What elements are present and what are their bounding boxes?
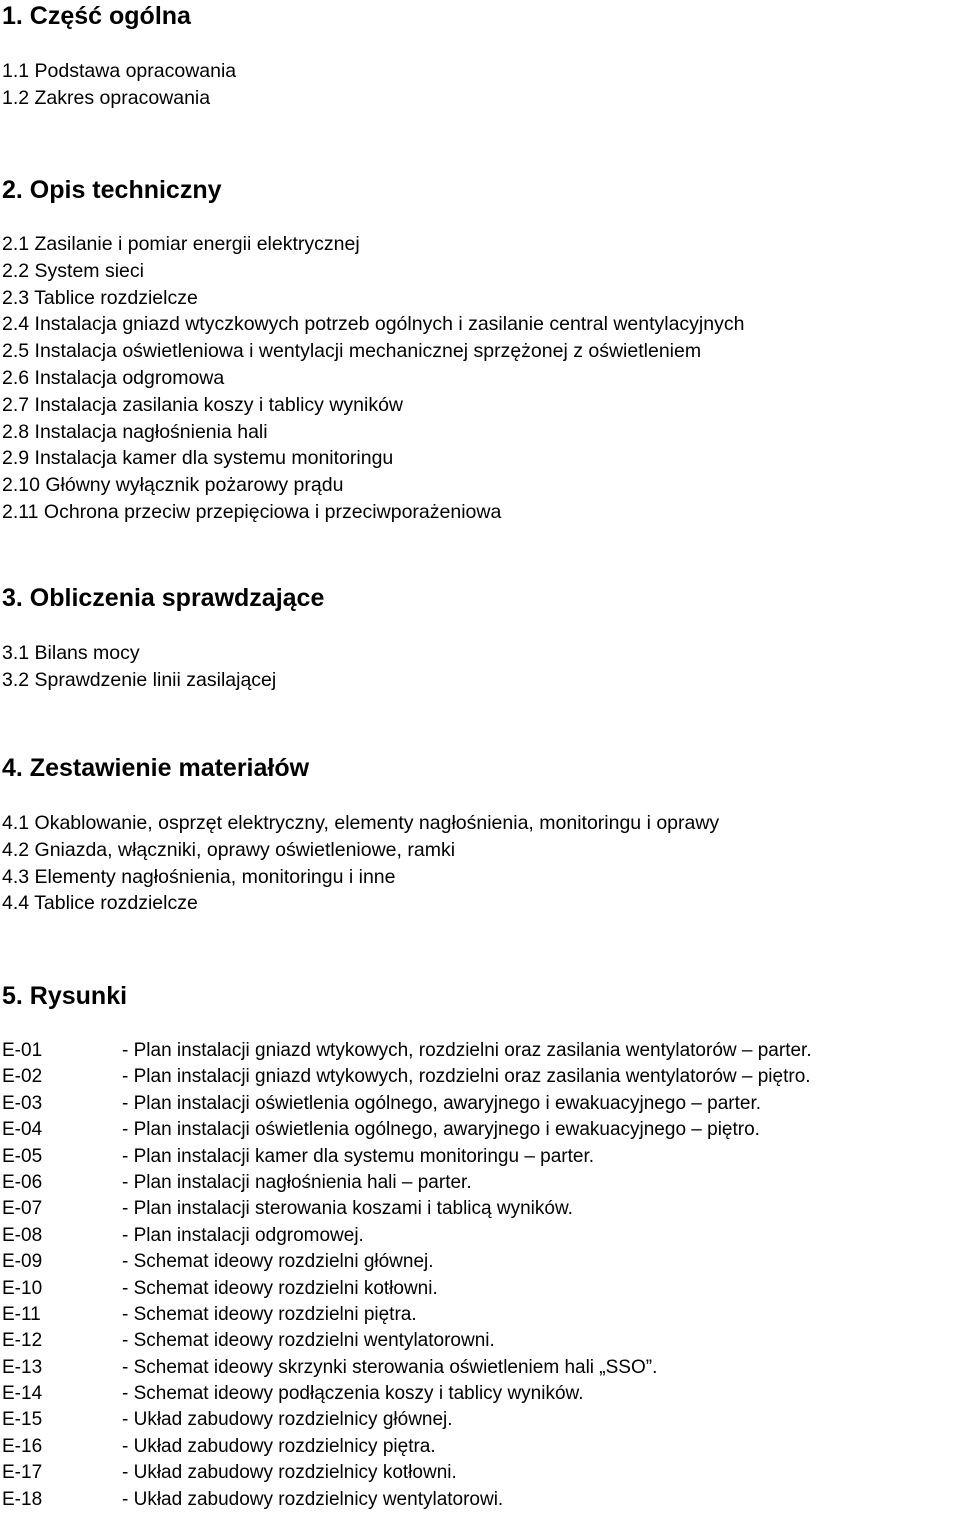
list-item: 2.9 Instalacja kamer dla systemu monitoringu	[2, 447, 394, 470]
list-item: 2.1 Zasilanie i pomiar energii elektrycznej	[2, 233, 360, 255]
drawing-code: E-17	[2, 1462, 43, 1484]
drawing-row	[2, 1249, 958, 1275]
list-item: 2.7 Instalacja zasilania koszy i tablicy wyników	[2, 393, 404, 416]
drawing-code: E-01	[2, 1040, 43, 1061]
drawing-row	[2, 1460, 958, 1486]
list-item: 4.1 Okablowanie, osprzęt elektryczny, elementy nagłośnienia, monitoringu i oprawy	[2, 812, 720, 834]
drawing-row	[2, 1223, 958, 1249]
drawing-row	[2, 1064, 958, 1090]
drawing-row	[2, 1038, 958, 1064]
drawing-description: - Schemat ideowy podłączenia koszy i tablicy wyników.	[122, 1383, 584, 1405]
list-item: 2.8 Instalacja nagłośnienia hali	[2, 420, 268, 443]
section-3-heading: 3. Obliczenia sprawdzające	[2, 584, 325, 612]
drawing-description: - Układ zabudowy rozdzielnicy głównej.	[122, 1409, 453, 1431]
drawing-description: - Schemat ideowy rozdzielni piętra.	[122, 1303, 417, 1325]
list-item: 3.2 Sprawdzenie linii zasilającej	[2, 668, 277, 691]
drawing-code: E-10	[2, 1277, 43, 1299]
list-item: 4.3 Elementy nagłośnienia, monitoringu i inne	[2, 865, 396, 888]
drawing-code: E-11	[2, 1303, 41, 1325]
drawing-row	[2, 1407, 958, 1433]
drawing-code: E-13	[2, 1356, 43, 1378]
drawing-code: E-15	[2, 1409, 43, 1431]
drawing-description: - Schemat ideowy rozdzielni wentylatorowni.	[122, 1330, 495, 1352]
list-item: 4.2 Gniazda, włączniki, oprawy oświetleniowe, ramki	[2, 838, 456, 861]
drawing-code: E-02	[2, 1066, 43, 1088]
drawing-row	[2, 1434, 958, 1460]
drawing-description: - Plan instalacji sterowania koszami i tablicą wyników.	[122, 1198, 573, 1220]
drawings-list	[2, 1038, 958, 1513]
section-4-list	[2, 810, 719, 917]
drawing-row	[2, 1091, 958, 1117]
drawing-code: E-09	[2, 1251, 43, 1273]
drawing-code: E-03	[2, 1092, 43, 1114]
drawing-code: E-16	[2, 1435, 43, 1457]
drawing-code: E-14	[2, 1383, 43, 1405]
drawing-description: - Plan instalacji kamer dla systemu monitoringu – parter.	[122, 1145, 595, 1167]
drawing-row	[2, 1355, 958, 1381]
section-4-heading: 4. Zestawienie materiałów	[2, 754, 310, 782]
drawing-description: - Schemat ideowy rozdzielni głównej.	[122, 1251, 434, 1273]
list-item: 2.10 Główny wyłącznik pożarowy prądu	[2, 474, 344, 497]
drawing-row	[2, 1487, 958, 1513]
section-2-heading: 2. Opis techniczny	[2, 176, 222, 204]
drawing-description: - Plan instalacji oświetlenia ogólnego, awaryjnego i ewakuacyjnego – parter.	[122, 1092, 761, 1114]
drawing-code: E-05	[2, 1145, 43, 1167]
drawing-description: - Plan instalacji oświetlenia ogólnego, awaryjnego i ewakuacyjnego – piętro.	[122, 1119, 760, 1141]
list-item: 2.2 System sieci	[2, 259, 144, 282]
list-item: 4.4 Tablice rozdzielcze	[2, 892, 198, 915]
drawing-row	[2, 1117, 958, 1143]
drawing-description: - Schemat ideowy rozdzielni kotłowni.	[122, 1277, 438, 1299]
drawing-description: - Schemat ideowy skrzynki sterowania oświetleniem hali „SSO”.	[122, 1356, 658, 1378]
section-5-heading: 5. Rysunki	[2, 982, 128, 1010]
list-item: 3.1 Bilans mocy	[2, 642, 140, 664]
drawing-code: E-04	[2, 1119, 43, 1141]
list-item: 2.3 Tablice rozdzielcze	[2, 286, 198, 309]
list-item: 2.5 Instalacja oświetleniowa i wentylacji mechanicznej sprzężonej z oświetleniem	[2, 340, 702, 363]
section-1-list	[2, 58, 236, 112]
drawing-description: - Plan instalacji gniazd wtykowych, rozdzielni oraz zasilania wentylatorów – parter.	[122, 1040, 812, 1061]
drawing-row	[2, 1196, 958, 1222]
drawing-code: E-06	[2, 1171, 43, 1193]
drawing-code: E-18	[2, 1488, 43, 1510]
drawing-row	[2, 1144, 958, 1170]
drawing-row	[2, 1276, 958, 1302]
drawing-code: E-08	[2, 1224, 43, 1246]
list-item: 2.4 Instalacja gniazd wtyczkowych potrzeb ogólnych i zasilanie central wentylacyjnych	[2, 313, 745, 336]
drawing-description: - Układ zabudowy rozdzielnicy kotłowni.	[122, 1462, 457, 1484]
list-item: 2.11 Ochrona przeciw przepięciowa i przeciwporażeniowa	[2, 500, 502, 523]
section-1-heading: 1. Część ogólna	[2, 2, 191, 30]
list-item: 1.2 Zakres opracowania	[2, 86, 211, 109]
drawing-code: E-12	[2, 1330, 43, 1352]
list-item: 2.6 Instalacja odgromowa	[2, 366, 225, 389]
section-3-list	[2, 640, 276, 694]
drawing-row	[2, 1328, 958, 1354]
drawing-code: E-07	[2, 1198, 43, 1220]
drawing-description: - Układ zabudowy rozdzielnicy piętra.	[122, 1435, 436, 1457]
drawing-description: - Plan instalacji odgromowej.	[122, 1224, 364, 1246]
drawing-description: - Plan instalacji nagłośnienia hali – parter.	[122, 1171, 472, 1193]
drawing-row	[2, 1302, 958, 1328]
drawing-row	[2, 1170, 958, 1196]
drawing-description: - Układ zabudowy rozdzielnicy wentylatorowi.	[122, 1488, 504, 1510]
section-2-list	[2, 231, 744, 526]
drawing-row	[2, 1381, 958, 1407]
list-item: 1.1 Podstawa opracowania	[2, 60, 237, 82]
drawing-description: - Plan instalacji gniazd wtykowych, rozdzielni oraz zasilania wentylatorów – piętro.	[122, 1066, 811, 1088]
